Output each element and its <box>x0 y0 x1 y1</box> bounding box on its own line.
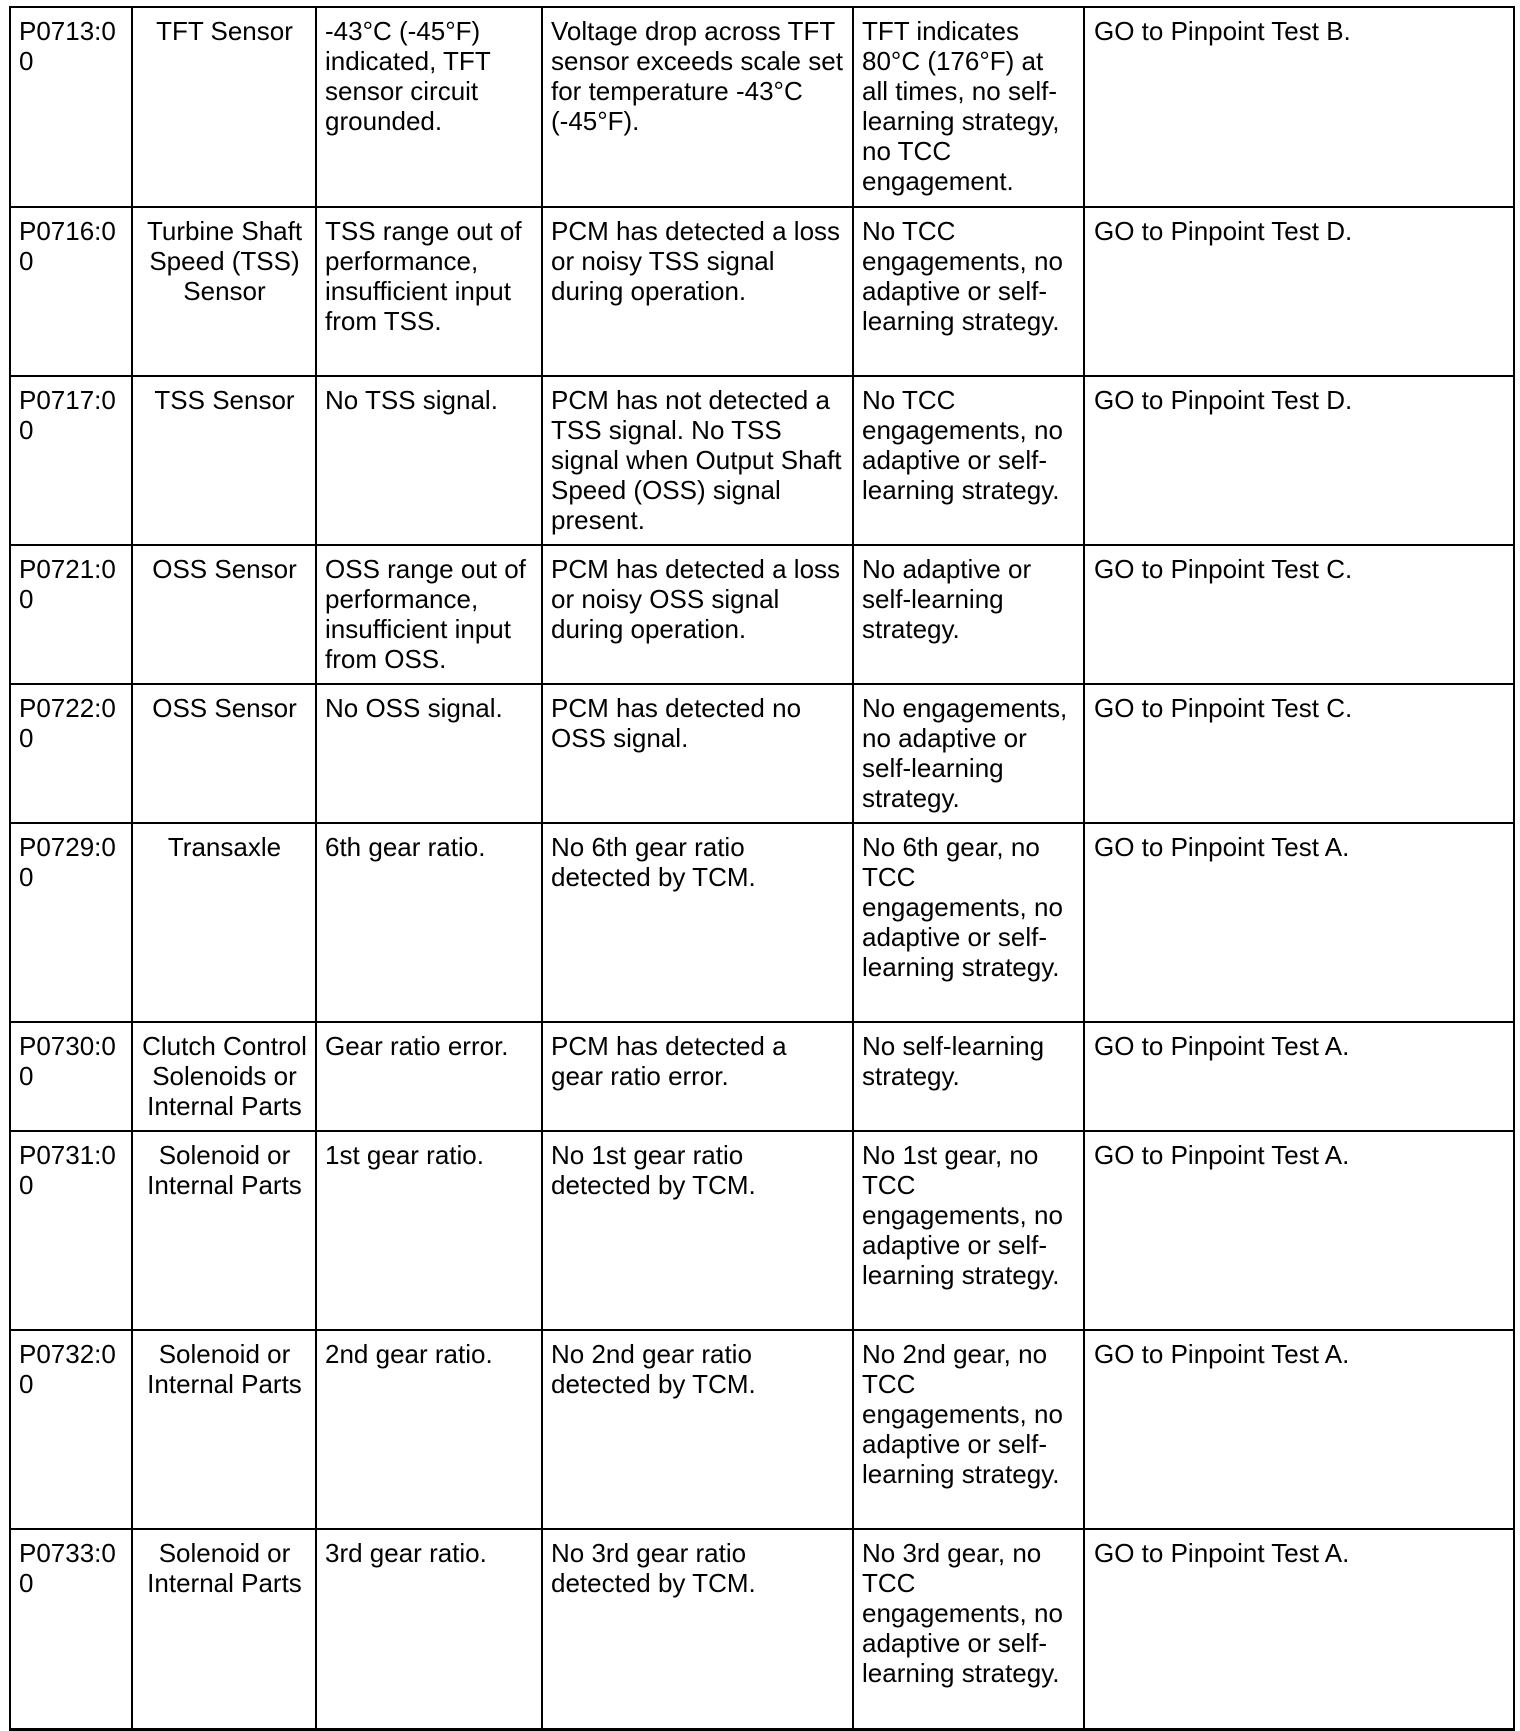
condition-cell: Voltage drop across TFT sensor exceeds scale set for temperature -43°C (-45°F). <box>542 7 853 207</box>
condition-cell: PCM has detected a gear ratio error. <box>542 1022 853 1131</box>
table-row <box>10 7 1514 207</box>
condition-cell: No 6th gear ratio detected by TCM. <box>542 823 853 1022</box>
action-cell: GO to Pinpoint Test A. <box>1084 1330 1514 1529</box>
action-cell: GO to Pinpoint Test A. <box>1084 823 1514 1022</box>
symptom-cell: No 6th gear, no TCC engagements, no adaptive or self-learning strategy. <box>853 823 1084 1022</box>
condition-cell: PCM has not detected a TSS signal. No TSS signal when Output Shaft Speed (OSS) signal present. <box>542 376 853 545</box>
action-cell: GO to Pinpoint Test C. <box>1084 545 1514 684</box>
component-cell: TSS Sensor <box>132 376 316 545</box>
description-cell: -43°C (-45°F) indicated, TFT sensor circuit grounded. <box>316 7 542 207</box>
action-cell: GO to Pinpoint Test A. <box>1084 1131 1514 1330</box>
dtc-code-cell: P0713:00 <box>10 7 132 207</box>
component-cell: Clutch Control Solenoids or Internal Parts <box>132 1022 316 1131</box>
symptom-cell: No self-learning strategy. <box>853 1022 1084 1131</box>
description-cell: No OSS signal. <box>316 684 542 823</box>
symptom-cell: TFT indicates 80°C (176°F) at all times, no self-learning strategy, no TCC engagement. <box>853 7 1084 207</box>
condition-cell: No 2nd gear ratio detected by TCM. <box>542 1330 853 1529</box>
description-cell: 3rd gear ratio. <box>316 1529 542 1729</box>
table-row <box>10 1022 1514 1131</box>
component-cell: Solenoid or Internal Parts <box>132 1330 316 1529</box>
dtc-code-cell: P0729:00 <box>10 823 132 1022</box>
component-cell: Turbine Shaft Speed (TSS) Sensor <box>132 207 316 376</box>
dtc-code-cell: P0716:00 <box>10 207 132 376</box>
component-cell: Solenoid or Internal Parts <box>132 1131 316 1330</box>
condition-cell: PCM has detected a loss or noisy OSS signal during operation. <box>542 545 853 684</box>
dtc-table <box>9 6 1515 1731</box>
action-cell: GO to Pinpoint Test D. <box>1084 207 1514 376</box>
action-cell: GO to Pinpoint Test A. <box>1084 1022 1514 1131</box>
table-row <box>10 1529 1514 1729</box>
symptom-cell: No 2nd gear, no TCC engagements, no adaptive or self-learning strategy. <box>853 1330 1084 1529</box>
description-cell: Gear ratio error. <box>316 1022 542 1131</box>
symptom-cell: No 1st gear, no TCC engagements, no adaptive or self-learning strategy. <box>853 1131 1084 1330</box>
description-cell: 6th gear ratio. <box>316 823 542 1022</box>
component-cell: OSS Sensor <box>132 545 316 684</box>
table-row <box>10 1330 1514 1529</box>
table-row <box>10 545 1514 684</box>
table-row <box>10 823 1514 1022</box>
dtc-code-cell: P0721:00 <box>10 545 132 684</box>
condition-cell: PCM has detected a loss or noisy TSS signal during operation. <box>542 207 853 376</box>
condition-cell: No 1st gear ratio detected by TCM. <box>542 1131 853 1330</box>
description-cell: 1st gear ratio. <box>316 1131 542 1330</box>
dtc-code-cell: P0730:00 <box>10 1022 132 1131</box>
symptom-cell: No TCC engagements, no adaptive or self-learning strategy. <box>853 376 1084 545</box>
table-row <box>10 684 1514 823</box>
table-row <box>10 1131 1514 1330</box>
action-cell: GO to Pinpoint Test B. <box>1084 7 1514 207</box>
dtc-code-cell: P0717:00 <box>10 376 132 545</box>
description-cell: TSS range out of performance, insufficient input from TSS. <box>316 207 542 376</box>
dtc-code-cell: P0733:00 <box>10 1529 132 1729</box>
table-row <box>10 207 1514 376</box>
condition-cell: No 3rd gear ratio detected by TCM. <box>542 1529 853 1729</box>
component-cell: Solenoid or Internal Parts <box>132 1529 316 1729</box>
action-cell: GO to Pinpoint Test D. <box>1084 376 1514 545</box>
table-row <box>10 376 1514 545</box>
action-cell: GO to Pinpoint Test A. <box>1084 1529 1514 1729</box>
symptom-cell: No TCC engagements, no adaptive or self-learning strategy. <box>853 207 1084 376</box>
component-cell: Transaxle <box>132 823 316 1022</box>
component-cell: TFT Sensor <box>132 7 316 207</box>
symptom-cell: No adaptive or self-learning strategy. <box>853 545 1084 684</box>
description-cell: OSS range out of performance, insufficient input from OSS. <box>316 545 542 684</box>
symptom-cell: No 3rd gear, no TCC engagements, no adaptive or self-learning strategy. <box>853 1529 1084 1729</box>
dtc-code-cell: P0732:00 <box>10 1330 132 1529</box>
condition-cell: PCM has detected no OSS signal. <box>542 684 853 823</box>
component-cell: OSS Sensor <box>132 684 316 823</box>
action-cell: GO to Pinpoint Test C. <box>1084 684 1514 823</box>
dtc-code-cell: P0731:00 <box>10 1131 132 1330</box>
symptom-cell: No engagements, no adaptive or self-learning strategy. <box>853 684 1084 823</box>
description-cell: 2nd gear ratio. <box>316 1330 542 1529</box>
dtc-code-cell: P0722:00 <box>10 684 132 823</box>
description-cell: No TSS signal. <box>316 376 542 545</box>
